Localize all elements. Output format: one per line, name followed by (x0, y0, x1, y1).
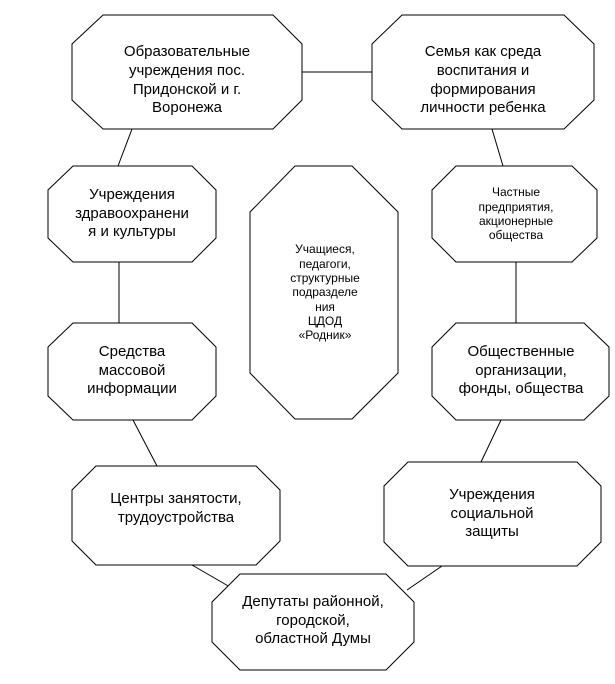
node-deputies-label: Депутаты районной, городской, областной Думы (242, 592, 384, 648)
node-social-label: Учреждения социальной защиты (449, 485, 535, 541)
connector-social-deputies (407, 566, 442, 590)
node-jobs-label: Центры занятости, трудоустройства (110, 490, 242, 526)
connector-public-social (481, 420, 501, 462)
node-center-label: Учащиеся, педагоги, структурные подразделе ния ЦДОД «Родник» (290, 242, 360, 343)
connector-family-private (492, 129, 503, 166)
node-health-label: Учреждения здравоохранени я и культуры (75, 185, 189, 241)
connector-media-jobs (133, 420, 157, 466)
node-family-label: Семья как среда воспитания и формирования личности ребенка (420, 44, 546, 117)
node-media-label: Средства массовой информации (87, 342, 177, 398)
node-public-label: Общественные организации, фонды, общества (458, 342, 584, 398)
connector-edu-health (118, 129, 132, 166)
node-private-label: Частные предприятия, акционерные общества (478, 185, 554, 243)
node-edu-label: Образовательные учреждения пос. Придонской и г. Воронежа (123, 44, 251, 117)
